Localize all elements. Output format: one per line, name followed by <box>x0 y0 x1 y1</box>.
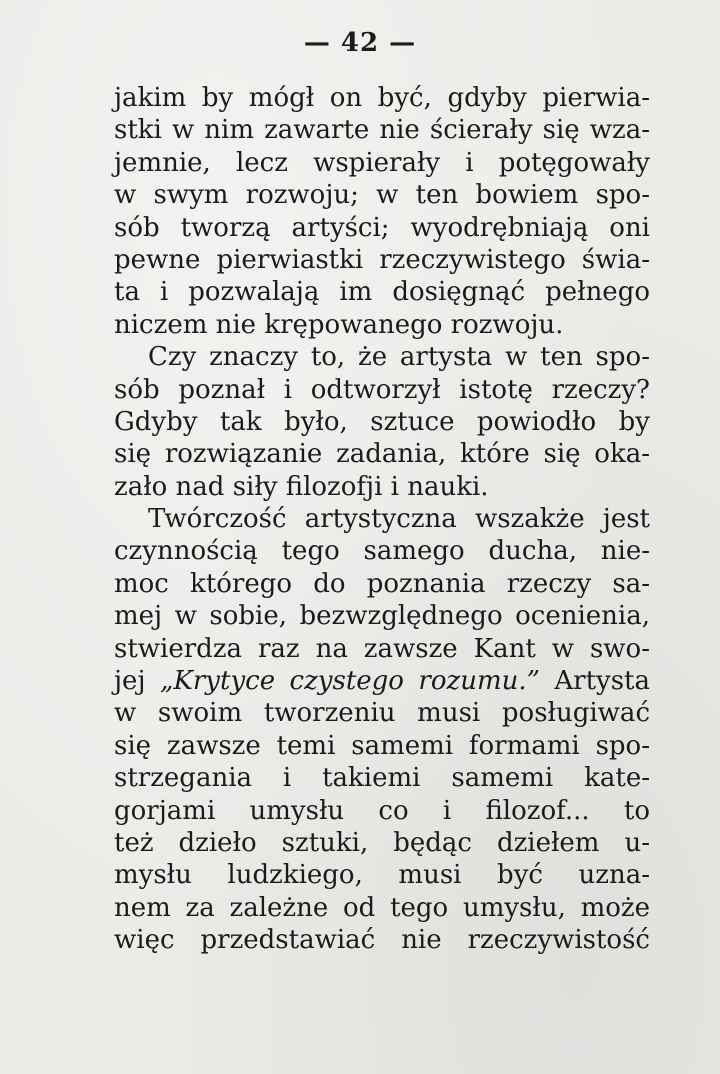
text-line: moc którego do poznania rzeczy sa- <box>114 568 650 599</box>
text-line: jakim by mógł on być, gdyby pierwia- <box>114 83 650 113</box>
text-line: strzegania i takiemi samemi kate- <box>114 763 650 794</box>
text-line: sób poznał i odtworzył istotę rzeczy? <box>114 374 650 405</box>
text-line: ta i pozwalają im dosięgnąć pełnego <box>114 277 650 308</box>
text-line: jemnie, lecz wspierały i potęgowały <box>114 147 650 178</box>
text-line: sób tworzą artyści; wyodrębniają oni <box>114 212 650 243</box>
text-line: niczem nie krępowanego rozwoju. <box>114 309 564 340</box>
text-line: Gdyby tak było, sztuce powiodło by <box>114 406 650 437</box>
text-line: stwierdza raz na zawsze Kant w swo- <box>114 633 650 664</box>
text-line: gorjami umysłu co i filozof... to <box>114 795 650 826</box>
text-line: też dzieło sztuki, będąc dziełem u- <box>114 827 650 858</box>
text-line: się zawsze temi samemi formami spo- <box>114 730 650 761</box>
text-line: nem za zależne od tego umysłu, może <box>114 892 650 923</box>
text-line <box>114 665 650 697</box>
body-text <box>114 82 650 957</box>
text-line: pewne pierwiastki rzeczywistego świa- <box>114 244 650 275</box>
text-line: stki w nim zawarte nie ścierały się wza- <box>114 115 650 146</box>
text-line: czynnością tego samego ducha, nie- <box>114 536 650 567</box>
text-line: mysłu ludzkiego, musi być uzna- <box>114 860 650 891</box>
text-line: Czy znaczy to, że artysta w ten spo- <box>148 342 650 373</box>
text-line: Twórczość artystyczna wszakże jest <box>148 504 650 535</box>
text-line: mej w sobie, bezwzględnego ocenienia, <box>114 601 650 632</box>
text-line-suffix: Artysta <box>539 666 650 697</box>
text-line: zało nad siły filozofji i nauki. <box>114 471 489 502</box>
book-title: „Krytyce czystego rozumu.” <box>159 666 540 697</box>
text-line: w swym rozwoju; w ten bowiem spo- <box>114 180 650 211</box>
text-line: się rozwiązanie zadania, które się oka- <box>114 439 650 470</box>
text-line: więc przedstawiać nie rzeczywistość <box>114 925 650 956</box>
page-number: — 42 — <box>303 28 417 58</box>
text-line-prefix: jej <box>114 666 160 697</box>
text-line: w swoim tworzeniu musi posługiwać <box>114 698 650 729</box>
